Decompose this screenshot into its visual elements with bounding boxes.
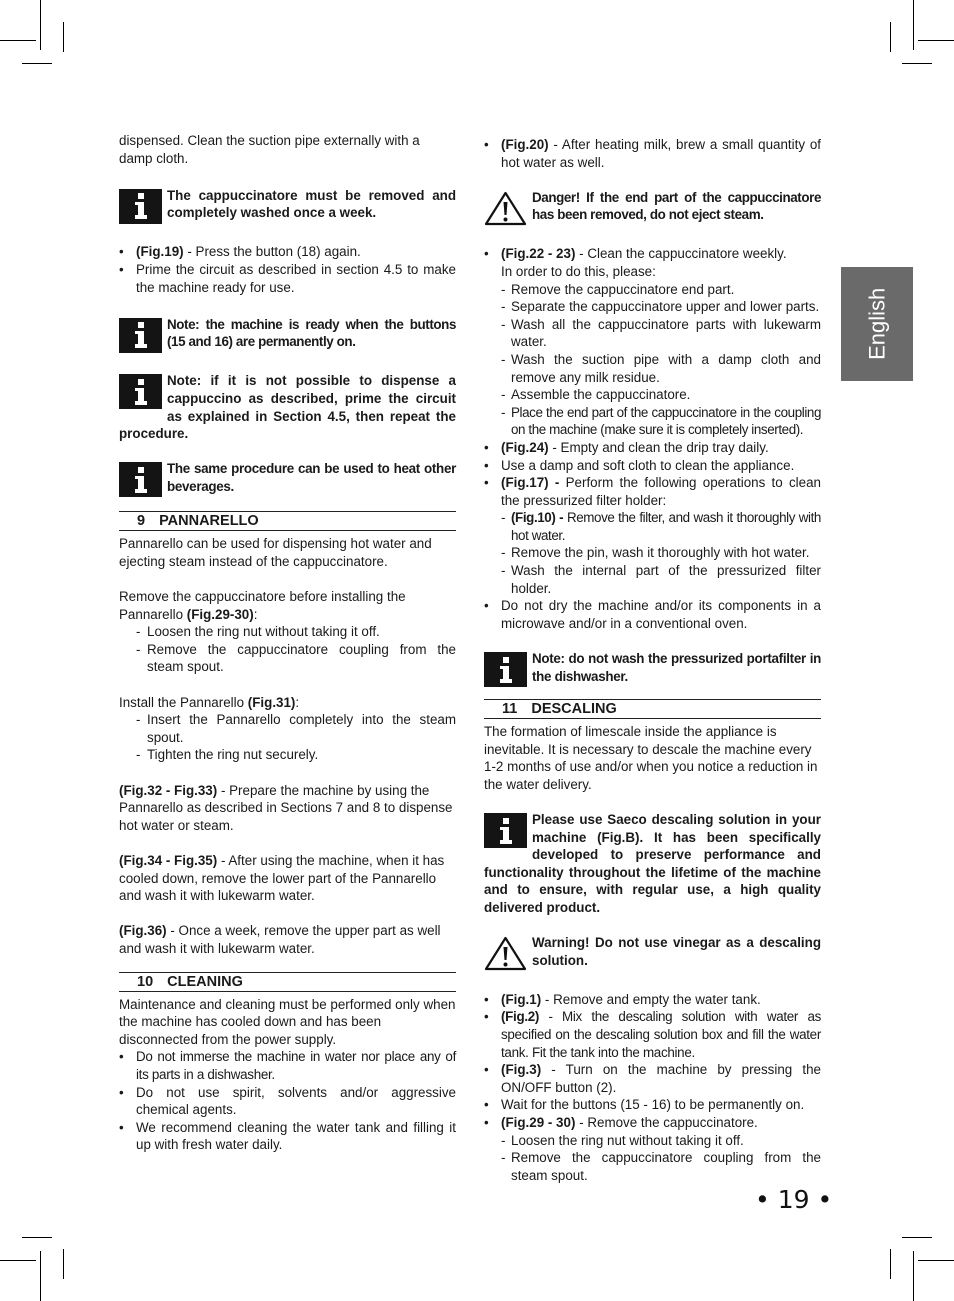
info-note: Note: the machine is ready when the buttons (15 and 16) are permanently on. — [119, 316, 456, 355]
list-item: • (Fig.3) - Turn on the machine by pressing the ON/OFF button (2). — [484, 1061, 821, 1096]
list-item: • Use a damp and soft cloth to clean the appliance. — [484, 457, 821, 475]
info-icon — [484, 652, 527, 687]
info-note: The cappuccinatore must be removed and completely washed once a week. — [119, 187, 456, 226]
crop-mark — [40, 0, 41, 50]
bullet-list — [484, 245, 821, 280]
crop-mark — [22, 63, 52, 64]
info-icon — [119, 374, 162, 409]
warning-icon — [484, 936, 527, 971]
list-item: • (Fig.24) - Empty and clean the drip tray daily. — [484, 439, 821, 457]
section-heading: 10 CLEANING — [119, 972, 456, 992]
right-column — [484, 136, 821, 1184]
dash-list — [119, 623, 456, 676]
list-item: • (Fig.2) - Mix the descaling solution with water as specified on the descaling solution box and fill the water tank. Fit the tank into the machine. — [484, 1008, 821, 1061]
crop-mark — [63, 1249, 64, 1279]
paragraph: (Fig.36) - Once a week, remove the upper part as well and wash it with lukewarm water. — [119, 923, 441, 956]
paragraph: The formation of limescale inside the appliance is inevitable. It is necessary to descale the machine every 1-2 months of use and/or when you notice a reduction in the water delivery. — [484, 724, 818, 792]
list-item: - Remove the cappuccinatore coupling from the steam spout. — [484, 1149, 821, 1184]
list-item: • Do not dry the machine and/or its components in a microwave and/or in a conventional oven. — [484, 597, 821, 632]
info-icon — [119, 318, 162, 353]
dash-list — [484, 281, 821, 439]
crop-mark — [913, 1251, 914, 1301]
crop-mark — [913, 0, 914, 50]
info-icon — [119, 189, 162, 224]
paragraph: Pannarello can be used for dispensing hot water and ejecting steam instead of the cappuccinatore. — [119, 536, 432, 569]
crop-mark — [22, 1237, 52, 1238]
list-item: • We recommend cleaning the water tank and filling it up with fresh water daily. — [119, 1119, 456, 1154]
paragraph: dispensed. Clean the suction pipe externally with a damp cloth. — [119, 133, 420, 166]
paragraph: Maintenance and cleaning must be performed only when the machine has cooled down and has been disconnected from the power supply. — [119, 996, 456, 1047]
crop-mark — [0, 40, 36, 41]
list-item: - Assemble the cappuccinatore. — [484, 386, 821, 404]
paragraph: (Fig.32 - Fig.33) - Prepare the machine by using the Pannarello as described in Sections 7 and 8 to dispense hot water or steam. — [119, 782, 453, 833]
section-heading: 11 DESCALING — [484, 699, 821, 719]
list-item: • (Fig.29 - 30) - Remove the cappuccinatore. — [484, 1114, 821, 1132]
crop-mark — [890, 22, 891, 52]
list-item: - Wash the suction pipe with a damp cloth and remove any milk residue. — [484, 351, 821, 386]
list-item: - Loosen the ring nut without taking it off. — [484, 1132, 821, 1150]
crop-mark — [918, 40, 954, 41]
list-item: • (Fig.20) - After heating milk, brew a small quantity of hot water as well. — [484, 136, 821, 171]
dash-list — [484, 1132, 821, 1185]
page-number: • 19 • — [755, 1185, 833, 1214]
list-item: • Wait for the buttons (15 - 16) to be permanently on. — [484, 1096, 821, 1114]
list-item: • (Fig.19) - Press the button (18) again. — [119, 243, 456, 261]
paragraph: Install the Pannarello (Fig.31): — [119, 694, 300, 710]
paragraph: Remove the cappuccinatore before installing the Pannarello (Fig.29-30): — [119, 589, 406, 622]
info-icon — [484, 813, 527, 848]
list-item: - Place the end part of the cappuccinatore in the coupling on the machine (make sure it is completely inserted). — [484, 404, 821, 439]
list-item: • (Fig.1) - Remove and empty the water tank. — [484, 991, 821, 1009]
bullet-list — [119, 243, 456, 296]
bullet-list — [484, 991, 821, 1132]
list-item: • (Fig.22 - 23) - Clean the cappuccinatore weekly. In order to do this, please: — [484, 245, 821, 280]
info-icon — [119, 462, 162, 497]
crop-mark — [890, 1249, 891, 1279]
bullet-list — [484, 597, 821, 632]
list-item: - Wash the internal part of the pressurized filter holder. — [484, 562, 821, 597]
bullet-list — [119, 1048, 456, 1154]
list-item: - Loosen the ring nut without taking it off. — [119, 623, 456, 641]
info-note: Please use Saeco descaling solution in your machine (Fig.B). It has been specifically developed to preserve performance and functionality throughout the lifetime of the machine and to ensure, with regular use, a high quality delivered product. — [484, 812, 821, 915]
list-item: - Remove the cappuccinatore coupling from the steam spout. — [119, 641, 456, 676]
list-item: - Insert the Pannarello completely into the steam spout. — [119, 711, 456, 746]
left-column — [119, 132, 456, 1154]
bullet-list — [484, 439, 821, 509]
crop-mark — [918, 1260, 954, 1261]
list-item: - Wash all the cappuccinatore parts with lukewarm water. — [484, 316, 821, 351]
crop-mark — [0, 1260, 36, 1261]
list-item: • Do not use spirit, solvents and/or aggressive chemical agents. — [119, 1084, 456, 1119]
crop-mark — [902, 1237, 932, 1238]
crop-mark — [40, 1251, 41, 1301]
crop-mark — [902, 63, 932, 64]
language-tab — [841, 267, 913, 381]
language-tab-label: English — [864, 287, 890, 361]
dash-list — [484, 509, 821, 597]
list-item: - Separate the cappuccinatore upper and lower parts. — [484, 298, 821, 316]
crop-mark — [63, 22, 64, 52]
section-heading: 9 PANNARELLO — [119, 511, 456, 531]
list-item: • Do not immerse the machine in water nor place any of its parts in a dishwasher. — [119, 1048, 456, 1083]
paragraph: (Fig.34 - Fig.35) - After using the machine, when it has cooled down, remove the lower part of the Pannarello and wash it with lukewarm water. — [119, 853, 445, 904]
dash-list — [119, 711, 456, 764]
info-note: Note: if it is not possible to dispense a cappuccino as described, prime the circuit as explained in Section 4.5, then repeat the procedure. — [119, 373, 456, 442]
list-item: - Remove the pin, wash it thoroughly with hot water. — [484, 544, 821, 562]
list-item: - Remove the cappuccinatore end part. — [484, 281, 821, 299]
list-item: - Tighten the ring nut securely. — [119, 746, 456, 764]
list-item: - (Fig.10) - Remove the filter, and wash it thoroughly with hot water. — [484, 509, 821, 544]
list-item: • (Fig.17) - Perform the following operations to clean the pressurized filter holder: — [484, 474, 821, 509]
warning-note: Warning! Do not use vinegar as a descaling solution. — [484, 934, 821, 973]
bullet-list — [484, 136, 821, 171]
info-note: Note: do not wash the pressurized portafilter in the dishwasher. — [484, 650, 821, 689]
warning-icon — [484, 191, 527, 226]
list-item: • Prime the circuit as described in section 4.5 to make the machine ready for use. — [119, 261, 456, 296]
warning-note: Danger! If the end part of the cappuccinatore has been removed, do not eject steam. — [484, 189, 821, 228]
info-note: The same procedure can be used to heat other beverages. — [119, 460, 456, 499]
